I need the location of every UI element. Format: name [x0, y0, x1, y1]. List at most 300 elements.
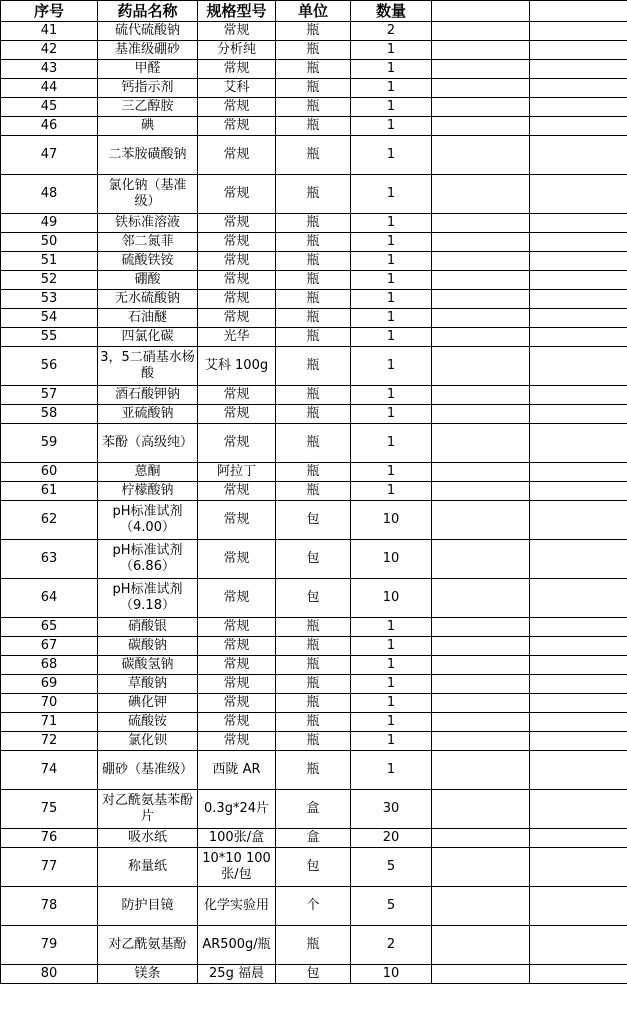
cell-name: 石油醚 — [98, 309, 198, 328]
cell-unit: 瓶 — [276, 347, 351, 386]
table-row — [1, 117, 627, 136]
cell-qty: 1 — [351, 675, 432, 694]
cell-empty — [530, 618, 627, 637]
cell-empty — [530, 328, 627, 347]
cell-no: 47 — [1, 136, 98, 175]
cell-no: 69 — [1, 675, 98, 694]
cell-unit: 瓶 — [276, 386, 351, 405]
cell-no: 74 — [1, 751, 98, 790]
table-row — [1, 233, 627, 252]
cell-empty — [432, 618, 530, 637]
table-row — [1, 214, 627, 233]
cell-unit: 瓶 — [276, 482, 351, 501]
cell-unit: 瓶 — [276, 694, 351, 713]
cell-qty: 1 — [351, 309, 432, 328]
cell-empty — [432, 829, 530, 848]
cell-name: 碳酸钠 — [98, 637, 198, 656]
cell-spec: 100张/盒 — [198, 829, 276, 848]
cell-empty — [530, 233, 627, 252]
cell-empty — [530, 579, 627, 618]
cell-empty — [432, 271, 530, 290]
cell-empty — [530, 482, 627, 501]
table-row — [1, 386, 627, 405]
cell-spec: 常规 — [198, 175, 276, 214]
cell-no: 65 — [1, 618, 98, 637]
cell-unit: 包 — [276, 540, 351, 579]
cell-unit: 瓶 — [276, 751, 351, 790]
cell-spec: 常规 — [198, 713, 276, 732]
cell-empty — [432, 637, 530, 656]
cell-qty: 1 — [351, 79, 432, 98]
cell-no: 58 — [1, 405, 98, 424]
cell-empty — [432, 60, 530, 79]
cell-no: 45 — [1, 98, 98, 117]
table-row — [1, 887, 627, 926]
cell-spec: 10*10 100张/包 — [198, 848, 276, 887]
cell-no: 60 — [1, 463, 98, 482]
cell-empty — [432, 463, 530, 482]
cell-name: 防护目镜 — [98, 887, 198, 926]
header-empty — [432, 1, 530, 22]
cell-unit: 包 — [276, 501, 351, 540]
cell-no: 62 — [1, 501, 98, 540]
cell-qty: 1 — [351, 618, 432, 637]
cell-name: 酒石酸钾钠 — [98, 386, 198, 405]
cell-empty — [432, 848, 530, 887]
cell-empty — [530, 98, 627, 117]
cell-empty — [432, 501, 530, 540]
cell-no: 57 — [1, 386, 98, 405]
cell-empty — [432, 252, 530, 271]
cell-empty — [530, 656, 627, 675]
cell-qty: 1 — [351, 713, 432, 732]
cell-no: 70 — [1, 694, 98, 713]
cell-empty — [432, 214, 530, 233]
cell-no: 61 — [1, 482, 98, 501]
cell-empty — [432, 290, 530, 309]
cell-no: 43 — [1, 60, 98, 79]
cell-spec: 常规 — [198, 424, 276, 463]
cell-unit: 瓶 — [276, 214, 351, 233]
table-row — [1, 829, 627, 848]
cell-name: 硫酸铁铵 — [98, 252, 198, 271]
cell-spec: 常规 — [198, 501, 276, 540]
cell-qty: 1 — [351, 290, 432, 309]
cell-empty — [530, 675, 627, 694]
cell-qty: 1 — [351, 656, 432, 675]
cell-unit: 瓶 — [276, 309, 351, 328]
cell-empty — [432, 656, 530, 675]
cell-unit: 包 — [276, 965, 351, 984]
table-row — [1, 290, 627, 309]
cell-empty — [432, 328, 530, 347]
cell-no: 51 — [1, 252, 98, 271]
cell-unit: 瓶 — [276, 463, 351, 482]
cell-spec: 常规 — [198, 405, 276, 424]
cell-spec: 常规 — [198, 656, 276, 675]
cell-unit: 瓶 — [276, 637, 351, 656]
cell-empty — [432, 175, 530, 214]
cell-spec: 常规 — [198, 290, 276, 309]
cell-empty — [432, 347, 530, 386]
table-row — [1, 732, 627, 751]
cell-spec: 常规 — [198, 579, 276, 618]
table-row — [1, 175, 627, 214]
cell-no: 52 — [1, 271, 98, 290]
cell-name: 甲醛 — [98, 60, 198, 79]
cell-unit: 瓶 — [276, 713, 351, 732]
cell-empty — [432, 233, 530, 252]
cell-unit: 瓶 — [276, 175, 351, 214]
cell-empty — [530, 848, 627, 887]
cell-empty — [432, 482, 530, 501]
cell-empty — [530, 386, 627, 405]
cell-empty — [432, 41, 530, 60]
cell-no: 59 — [1, 424, 98, 463]
cell-spec: 常规 — [198, 252, 276, 271]
cell-qty: 10 — [351, 965, 432, 984]
cell-qty: 5 — [351, 887, 432, 926]
cell-qty: 1 — [351, 424, 432, 463]
cell-no: 63 — [1, 540, 98, 579]
cell-unit: 盒 — [276, 829, 351, 848]
cell-empty — [530, 463, 627, 482]
cell-name: pH标准试剂（4.00） — [98, 501, 198, 540]
cell-spec: 化学实验用 — [198, 887, 276, 926]
cell-qty: 1 — [351, 136, 432, 175]
cell-empty — [530, 965, 627, 984]
table-row — [1, 328, 627, 347]
cell-unit: 瓶 — [276, 926, 351, 965]
cell-empty — [530, 136, 627, 175]
cell-empty — [432, 732, 530, 751]
cell-spec: 常规 — [198, 540, 276, 579]
cell-spec: 常规 — [198, 386, 276, 405]
cell-empty — [530, 41, 627, 60]
table-row — [1, 98, 627, 117]
table-row — [1, 405, 627, 424]
cell-name: 称量纸 — [98, 848, 198, 887]
cell-qty: 1 — [351, 60, 432, 79]
cell-empty — [432, 117, 530, 136]
cell-name: 对乙酰氨基酚 — [98, 926, 198, 965]
cell-unit: 瓶 — [276, 41, 351, 60]
cell-unit: 个 — [276, 887, 351, 926]
table-row — [1, 656, 627, 675]
cell-name: 氯化钠（基准级） — [98, 175, 198, 214]
cell-empty — [432, 540, 530, 579]
cell-name: 碘化钾 — [98, 694, 198, 713]
cell-name: 苯酚（高级纯） — [98, 424, 198, 463]
cell-no: 50 — [1, 233, 98, 252]
header-name: 药品名称 — [98, 1, 198, 22]
cell-empty — [432, 751, 530, 790]
cell-no: 78 — [1, 887, 98, 926]
cell-unit: 包 — [276, 848, 351, 887]
cell-name: 钙指示剂 — [98, 79, 198, 98]
cell-name: 柠檬酸钠 — [98, 482, 198, 501]
cell-qty: 1 — [351, 463, 432, 482]
cell-spec: 常规 — [198, 271, 276, 290]
cell-unit: 瓶 — [276, 79, 351, 98]
cell-name: pH标准试剂（6.86） — [98, 540, 198, 579]
cell-qty: 1 — [351, 347, 432, 386]
cell-empty — [530, 405, 627, 424]
cell-empty — [530, 887, 627, 926]
cell-empty — [530, 424, 627, 463]
cell-name: 硼砂（基准级） — [98, 751, 198, 790]
table-row — [1, 482, 627, 501]
cell-qty: 1 — [351, 214, 432, 233]
table-row — [1, 926, 627, 965]
cell-spec: 常规 — [198, 98, 276, 117]
cell-empty — [530, 175, 627, 214]
cell-spec: 常规 — [198, 309, 276, 328]
cell-empty — [530, 60, 627, 79]
cell-spec: 常规 — [198, 117, 276, 136]
cell-unit: 瓶 — [276, 328, 351, 347]
cell-unit: 瓶 — [276, 424, 351, 463]
cell-qty: 1 — [351, 637, 432, 656]
cell-spec: 艾科 100g — [198, 347, 276, 386]
cell-empty — [432, 926, 530, 965]
cell-qty: 1 — [351, 482, 432, 501]
table-row — [1, 848, 627, 887]
cell-name: 硫酸铵 — [98, 713, 198, 732]
table-row — [1, 309, 627, 328]
cell-empty — [530, 347, 627, 386]
cell-spec: 常规 — [198, 214, 276, 233]
cell-spec: 阿拉丁 — [198, 463, 276, 482]
cell-empty — [530, 540, 627, 579]
cell-name: 铁标准溶液 — [98, 214, 198, 233]
cell-no: 56 — [1, 347, 98, 386]
cell-qty: 10 — [351, 501, 432, 540]
header-spec: 规格型号 — [198, 1, 276, 22]
cell-no: 77 — [1, 848, 98, 887]
cell-empty — [530, 637, 627, 656]
table-row — [1, 618, 627, 637]
table-row — [1, 694, 627, 713]
cell-qty: 30 — [351, 790, 432, 829]
cell-no: 79 — [1, 926, 98, 965]
cell-unit: 盒 — [276, 790, 351, 829]
cell-spec: 常规 — [198, 60, 276, 79]
cell-empty — [530, 732, 627, 751]
cell-spec: 常规 — [198, 22, 276, 41]
cell-no: 54 — [1, 309, 98, 328]
cell-empty — [432, 79, 530, 98]
table-row — [1, 713, 627, 732]
cell-no: 68 — [1, 656, 98, 675]
cell-no: 42 — [1, 41, 98, 60]
cell-unit: 瓶 — [276, 290, 351, 309]
cell-no: 44 — [1, 79, 98, 98]
cell-spec: 常规 — [198, 233, 276, 252]
cell-empty — [530, 713, 627, 732]
cell-name: 亚硫酸钠 — [98, 405, 198, 424]
cell-empty — [530, 117, 627, 136]
cell-no: 41 — [1, 22, 98, 41]
table-row — [1, 424, 627, 463]
table-row — [1, 79, 627, 98]
table-row — [1, 751, 627, 790]
cell-empty — [530, 79, 627, 98]
cell-qty: 1 — [351, 386, 432, 405]
header-empty — [530, 1, 627, 22]
cell-spec: 西陇 AR — [198, 751, 276, 790]
cell-unit: 瓶 — [276, 252, 351, 271]
cell-no: 67 — [1, 637, 98, 656]
cell-qty: 1 — [351, 732, 432, 751]
cell-name: 二苯胺磺酸钠 — [98, 136, 198, 175]
table-row — [1, 540, 627, 579]
cell-qty: 5 — [351, 848, 432, 887]
cell-spec: 艾科 — [198, 79, 276, 98]
table-row — [1, 501, 627, 540]
cell-empty — [432, 675, 530, 694]
cell-empty — [432, 386, 530, 405]
table-row — [1, 252, 627, 271]
cell-name: 草酸钠 — [98, 675, 198, 694]
cell-qty: 1 — [351, 271, 432, 290]
cell-no: 53 — [1, 290, 98, 309]
cell-empty — [432, 694, 530, 713]
cell-unit: 瓶 — [276, 136, 351, 175]
cell-no: 55 — [1, 328, 98, 347]
cell-name: 邻二氮菲 — [98, 233, 198, 252]
cell-spec: 常规 — [198, 136, 276, 175]
cell-name: 碘 — [98, 117, 198, 136]
cell-name: 三乙醇胺 — [98, 98, 198, 117]
cell-qty: 20 — [351, 829, 432, 848]
cell-spec: AR500g/瓶 — [198, 926, 276, 965]
header-no: 序号 — [1, 1, 98, 22]
cell-qty: 1 — [351, 405, 432, 424]
cell-name: 硝酸银 — [98, 618, 198, 637]
cell-spec: 常规 — [198, 637, 276, 656]
cell-qty: 2 — [351, 926, 432, 965]
cell-qty: 1 — [351, 328, 432, 347]
cell-qty: 1 — [351, 98, 432, 117]
cell-empty — [530, 271, 627, 290]
cell-spec: 0.3g*24片 — [198, 790, 276, 829]
cell-unit: 瓶 — [276, 732, 351, 751]
cell-empty — [432, 136, 530, 175]
cell-unit: 瓶 — [276, 405, 351, 424]
cell-empty — [432, 22, 530, 41]
cell-name: 硫代硫酸钠 — [98, 22, 198, 41]
cell-name: 3，5二硝基水杨酸 — [98, 347, 198, 386]
table-row — [1, 41, 627, 60]
cell-unit: 包 — [276, 579, 351, 618]
header-unit: 单位 — [276, 1, 351, 22]
cell-name: 无水硫酸钠 — [98, 290, 198, 309]
cell-empty — [432, 405, 530, 424]
cell-spec: 常规 — [198, 694, 276, 713]
table-row — [1, 463, 627, 482]
table-row — [1, 22, 627, 41]
table-row — [1, 347, 627, 386]
cell-spec: 常规 — [198, 482, 276, 501]
cell-unit: 瓶 — [276, 675, 351, 694]
cell-no: 72 — [1, 732, 98, 751]
cell-name: 碳酸氢钠 — [98, 656, 198, 675]
cell-name: 硼酸 — [98, 271, 198, 290]
table-row — [1, 637, 627, 656]
table-row — [1, 60, 627, 79]
cell-empty — [530, 751, 627, 790]
cell-qty: 1 — [351, 751, 432, 790]
cell-no: 46 — [1, 117, 98, 136]
cell-empty — [530, 290, 627, 309]
cell-no: 48 — [1, 175, 98, 214]
cell-qty: 10 — [351, 579, 432, 618]
cell-empty — [432, 887, 530, 926]
cell-unit: 瓶 — [276, 271, 351, 290]
cell-unit: 瓶 — [276, 60, 351, 79]
cell-name: 氯化钡 — [98, 732, 198, 751]
cell-no: 80 — [1, 965, 98, 984]
table-body — [1, 22, 627, 984]
cell-empty — [530, 214, 627, 233]
cell-spec: 分析纯 — [198, 41, 276, 60]
cell-empty — [432, 309, 530, 328]
cell-empty — [432, 965, 530, 984]
cell-qty: 1 — [351, 41, 432, 60]
cell-empty — [530, 926, 627, 965]
cell-no: 71 — [1, 713, 98, 732]
cell-name: 四氯化碳 — [98, 328, 198, 347]
header-qty: 数量 — [351, 1, 432, 22]
cell-empty — [530, 309, 627, 328]
cell-empty — [530, 694, 627, 713]
table-row — [1, 965, 627, 984]
table-row — [1, 675, 627, 694]
table-row — [1, 579, 627, 618]
cell-spec: 常规 — [198, 732, 276, 751]
cell-name: 吸水纸 — [98, 829, 198, 848]
table-row — [1, 271, 627, 290]
cell-empty — [432, 98, 530, 117]
cell-no: 64 — [1, 579, 98, 618]
table-row — [1, 790, 627, 829]
cell-name: 基准级硼砂 — [98, 41, 198, 60]
cell-spec: 常规 — [198, 618, 276, 637]
header-row — [1, 1, 627, 22]
cell-qty: 1 — [351, 175, 432, 214]
cell-unit: 瓶 — [276, 117, 351, 136]
cell-empty — [432, 790, 530, 829]
cell-spec: 常规 — [198, 675, 276, 694]
cell-no: 76 — [1, 829, 98, 848]
cell-empty — [432, 713, 530, 732]
cell-unit: 瓶 — [276, 233, 351, 252]
cell-qty: 1 — [351, 694, 432, 713]
cell-qty: 1 — [351, 117, 432, 136]
cell-empty — [530, 22, 627, 41]
cell-unit: 瓶 — [276, 22, 351, 41]
cell-unit: 瓶 — [276, 656, 351, 675]
cell-qty: 10 — [351, 540, 432, 579]
cell-empty — [530, 252, 627, 271]
cell-empty — [432, 424, 530, 463]
cell-qty: 1 — [351, 252, 432, 271]
cell-spec: 光华 — [198, 328, 276, 347]
cell-name: 蒽酮 — [98, 463, 198, 482]
cell-empty — [530, 501, 627, 540]
cell-unit: 瓶 — [276, 618, 351, 637]
